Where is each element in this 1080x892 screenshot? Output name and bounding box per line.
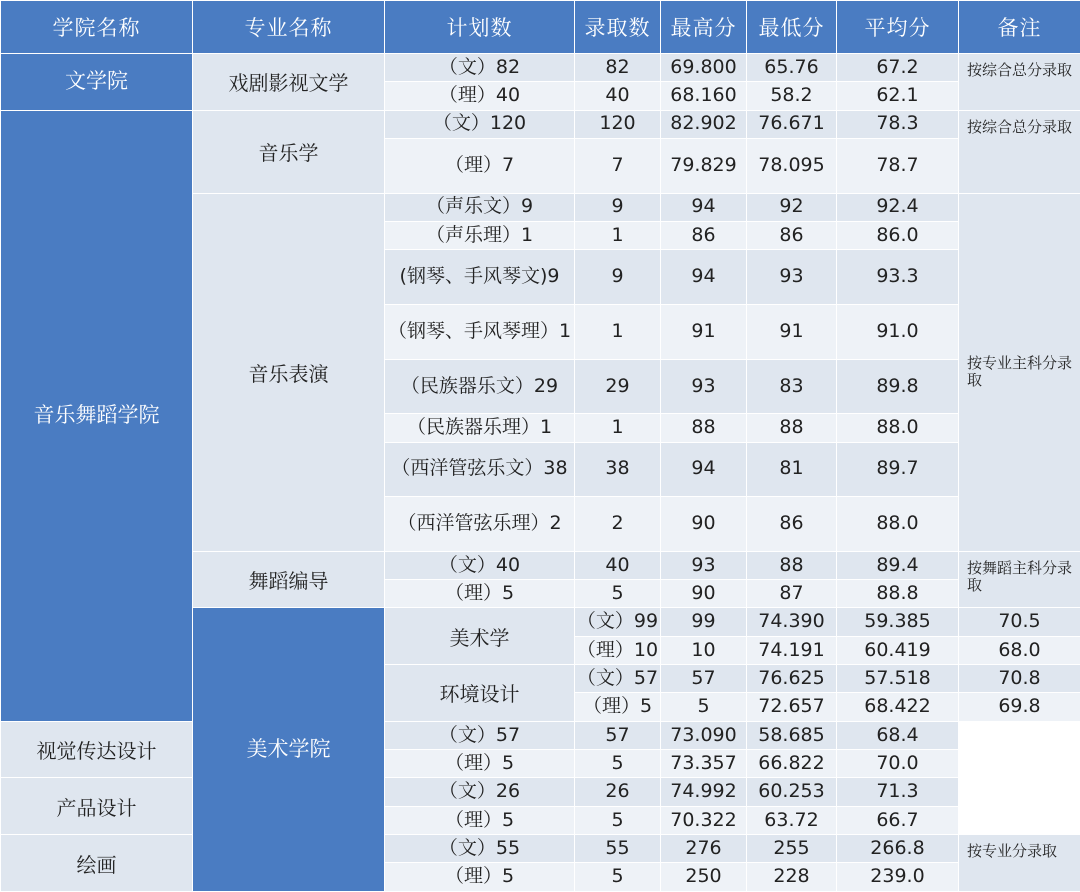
- admitted-cell: 5: [575, 863, 661, 892]
- max-score-cell: 93: [661, 551, 747, 579]
- admitted-cell: 9: [575, 250, 661, 305]
- avg-score-cell: 78.3: [837, 110, 959, 138]
- admitted-cell: 55: [575, 835, 661, 863]
- admitted-cell: 40: [575, 551, 661, 579]
- plan-cell: （理）5: [385, 806, 575, 834]
- plan-cell: （西洋管弦乐理）2: [385, 497, 575, 552]
- plan-cell: (钢琴、手风琴文)9: [385, 250, 575, 305]
- header-min-score: 最低分: [747, 1, 837, 54]
- max-score-cell: 91: [661, 304, 747, 359]
- college-cell: 文学院: [1, 54, 193, 111]
- avg-score-cell: 93.3: [837, 250, 959, 305]
- note-cell: 按综合总分录取: [959, 110, 1080, 193]
- college-cell: 音乐舞蹈学院: [1, 110, 193, 721]
- min-score-cell: 57.518: [837, 665, 959, 693]
- major-cell: 产品设计: [1, 778, 193, 835]
- avg-score-cell: 89.7: [837, 442, 959, 497]
- max-score-cell: 70.322: [661, 806, 747, 834]
- plan-cell: （文）55: [385, 835, 575, 863]
- avg-score-cell: 67.2: [837, 54, 959, 82]
- min-score-cell: 88: [747, 414, 837, 442]
- admitted-cell: 82: [575, 54, 661, 82]
- note-cell: 按舞蹈主科分录取: [959, 551, 1080, 608]
- college-cell: 美术学院: [193, 608, 385, 892]
- min-score-cell: 93: [747, 250, 837, 305]
- admitted-cell: 5: [575, 806, 661, 834]
- min-score-cell: 58.685: [747, 721, 837, 749]
- max-score-cell: 86: [661, 221, 747, 249]
- admitted-cell: 5: [575, 580, 661, 608]
- admitted-cell: 2: [575, 497, 661, 552]
- admitted-cell: 1: [575, 304, 661, 359]
- min-score-cell: 59.385: [837, 608, 959, 636]
- plan-cell: （文）82: [385, 54, 575, 82]
- plan-cell: （文）99: [575, 608, 661, 636]
- plan-cell: （理）40: [385, 82, 575, 110]
- avg-score-cell: 68.0: [959, 636, 1080, 664]
- header-college: 学院名称: [1, 1, 193, 54]
- max-score-cell: 74.191: [747, 636, 837, 664]
- max-score-cell: 68.160: [661, 82, 747, 110]
- header-notes: 备注: [959, 1, 1080, 54]
- plan-cell: （西洋管弦乐文）38: [385, 442, 575, 497]
- max-score-cell: 94: [661, 193, 747, 221]
- header-avg-score: 平均分: [837, 1, 959, 54]
- admitted-cell: 9: [575, 193, 661, 221]
- header-plan: 计划数: [385, 1, 575, 54]
- max-score-cell: 69.800: [661, 54, 747, 82]
- table-header-row: [1, 1, 1080, 54]
- table-row: [1, 835, 1080, 863]
- table-row: [1, 721, 1080, 749]
- max-score-cell: 79.829: [661, 138, 747, 193]
- min-score-cell: 78.095: [747, 138, 837, 193]
- min-score-cell: 76.671: [747, 110, 837, 138]
- min-score-cell: 66.822: [747, 750, 837, 778]
- major-cell: 视觉传达设计: [1, 721, 193, 778]
- max-score-cell: 73.357: [661, 750, 747, 778]
- avg-score-cell: 70.5: [959, 608, 1080, 636]
- min-score-cell: 87: [747, 580, 837, 608]
- admitted-cell: 99: [661, 608, 747, 636]
- admitted-cell: 26: [575, 778, 661, 806]
- avg-score-cell: 92.4: [837, 193, 959, 221]
- avg-score-cell: 70.8: [959, 665, 1080, 693]
- max-score-cell: 94: [661, 442, 747, 497]
- min-score-cell: 255: [747, 835, 837, 863]
- major-cell: 舞蹈编导: [193, 551, 385, 608]
- avg-score-cell: 88.8: [837, 580, 959, 608]
- major-cell: 美术学: [385, 608, 575, 665]
- avg-score-cell: 89.4: [837, 551, 959, 579]
- max-score-cell: 76.625: [747, 665, 837, 693]
- admitted-cell: 10: [661, 636, 747, 664]
- major-cell: 音乐学: [193, 110, 385, 193]
- avg-score-cell: 266.8: [837, 835, 959, 863]
- max-score-cell: 82.902: [661, 110, 747, 138]
- min-score-cell: 86: [747, 497, 837, 552]
- major-cell: 环境设计: [385, 665, 575, 722]
- avg-score-cell: 68.4: [837, 721, 959, 749]
- plan-cell: （钢琴、手风琴理）1: [385, 304, 575, 359]
- avg-score-cell: 88.0: [837, 497, 959, 552]
- admitted-cell: 120: [575, 110, 661, 138]
- min-score-cell: 83: [747, 359, 837, 414]
- avg-score-cell: 89.8: [837, 359, 959, 414]
- table-row: [1, 110, 1080, 138]
- avg-score-cell: 71.3: [837, 778, 959, 806]
- plan-cell: （理）5: [385, 750, 575, 778]
- plan-cell: （理）5: [575, 693, 661, 721]
- max-score-cell: 74.992: [661, 778, 747, 806]
- admitted-cell: 5: [661, 693, 747, 721]
- admitted-cell: 5: [575, 750, 661, 778]
- min-score-cell: 58.2: [747, 82, 837, 110]
- min-score-cell: 81: [747, 442, 837, 497]
- plan-cell: （民族器乐文）29: [385, 359, 575, 414]
- note-cell: 按专业主科分录取: [959, 193, 1080, 551]
- max-score-cell: 250: [661, 863, 747, 892]
- major-cell: 音乐表演: [193, 193, 385, 551]
- min-score-cell: 63.72: [747, 806, 837, 834]
- avg-score-cell: 70.0: [837, 750, 959, 778]
- min-score-cell: 60.253: [747, 778, 837, 806]
- table-row: [1, 778, 1080, 806]
- avg-score-cell: 91.0: [837, 304, 959, 359]
- header-major: 专业名称: [193, 1, 385, 54]
- min-score-cell: 228: [747, 863, 837, 892]
- max-score-cell: 72.657: [747, 693, 837, 721]
- plan-cell: （理）7: [385, 138, 575, 193]
- plan-cell: （文）40: [385, 551, 575, 579]
- avg-score-cell: 86.0: [837, 221, 959, 249]
- plan-cell: （文）57: [385, 721, 575, 749]
- admitted-cell: 57: [661, 665, 747, 693]
- min-score-cell: 68.422: [837, 693, 959, 721]
- min-score-cell: 91: [747, 304, 837, 359]
- min-score-cell: 60.419: [837, 636, 959, 664]
- major-cell: 绘画: [1, 835, 193, 892]
- avg-score-cell: 78.7: [837, 138, 959, 193]
- admitted-cell: 57: [575, 721, 661, 749]
- plan-cell: （文）120: [385, 110, 575, 138]
- avg-score-cell: 69.8: [959, 693, 1080, 721]
- header-max-score: 最高分: [661, 1, 747, 54]
- plan-cell: （文）57: [575, 665, 661, 693]
- max-score-cell: 74.390: [747, 608, 837, 636]
- min-score-cell: 92: [747, 193, 837, 221]
- max-score-cell: 88: [661, 414, 747, 442]
- admitted-cell: 29: [575, 359, 661, 414]
- avg-score-cell: 62.1: [837, 82, 959, 110]
- min-score-cell: 65.76: [747, 54, 837, 82]
- max-score-cell: 276: [661, 835, 747, 863]
- plan-cell: （理）5: [385, 580, 575, 608]
- min-score-cell: 88: [747, 551, 837, 579]
- plan-cell: （文）26: [385, 778, 575, 806]
- max-score-cell: 73.090: [661, 721, 747, 749]
- max-score-cell: 90: [661, 580, 747, 608]
- admitted-cell: 7: [575, 138, 661, 193]
- avg-score-cell: 239.0: [837, 863, 959, 892]
- max-score-cell: 93: [661, 359, 747, 414]
- avg-score-cell: 88.0: [837, 414, 959, 442]
- admitted-cell: 38: [575, 442, 661, 497]
- plan-cell: （理）10: [575, 636, 661, 664]
- admitted-cell: 1: [575, 414, 661, 442]
- plan-cell: （理）5: [385, 863, 575, 892]
- avg-score-cell: 66.7: [837, 806, 959, 834]
- note-cell: 按专业分录取: [959, 835, 1080, 892]
- plan-cell: （声乐文）9: [385, 193, 575, 221]
- plan-cell: （民族器乐理）1: [385, 414, 575, 442]
- admitted-cell: 40: [575, 82, 661, 110]
- max-score-cell: 94: [661, 250, 747, 305]
- table-row: [1, 54, 1080, 82]
- plan-cell: （声乐理）1: [385, 221, 575, 249]
- header-admitted: 录取数: [575, 1, 661, 54]
- max-score-cell: 90: [661, 497, 747, 552]
- major-cell: 戏剧影视文学: [193, 54, 385, 111]
- note-cell: 按综合总分录取: [959, 54, 1080, 111]
- admitted-cell: 1: [575, 221, 661, 249]
- min-score-cell: 86: [747, 221, 837, 249]
